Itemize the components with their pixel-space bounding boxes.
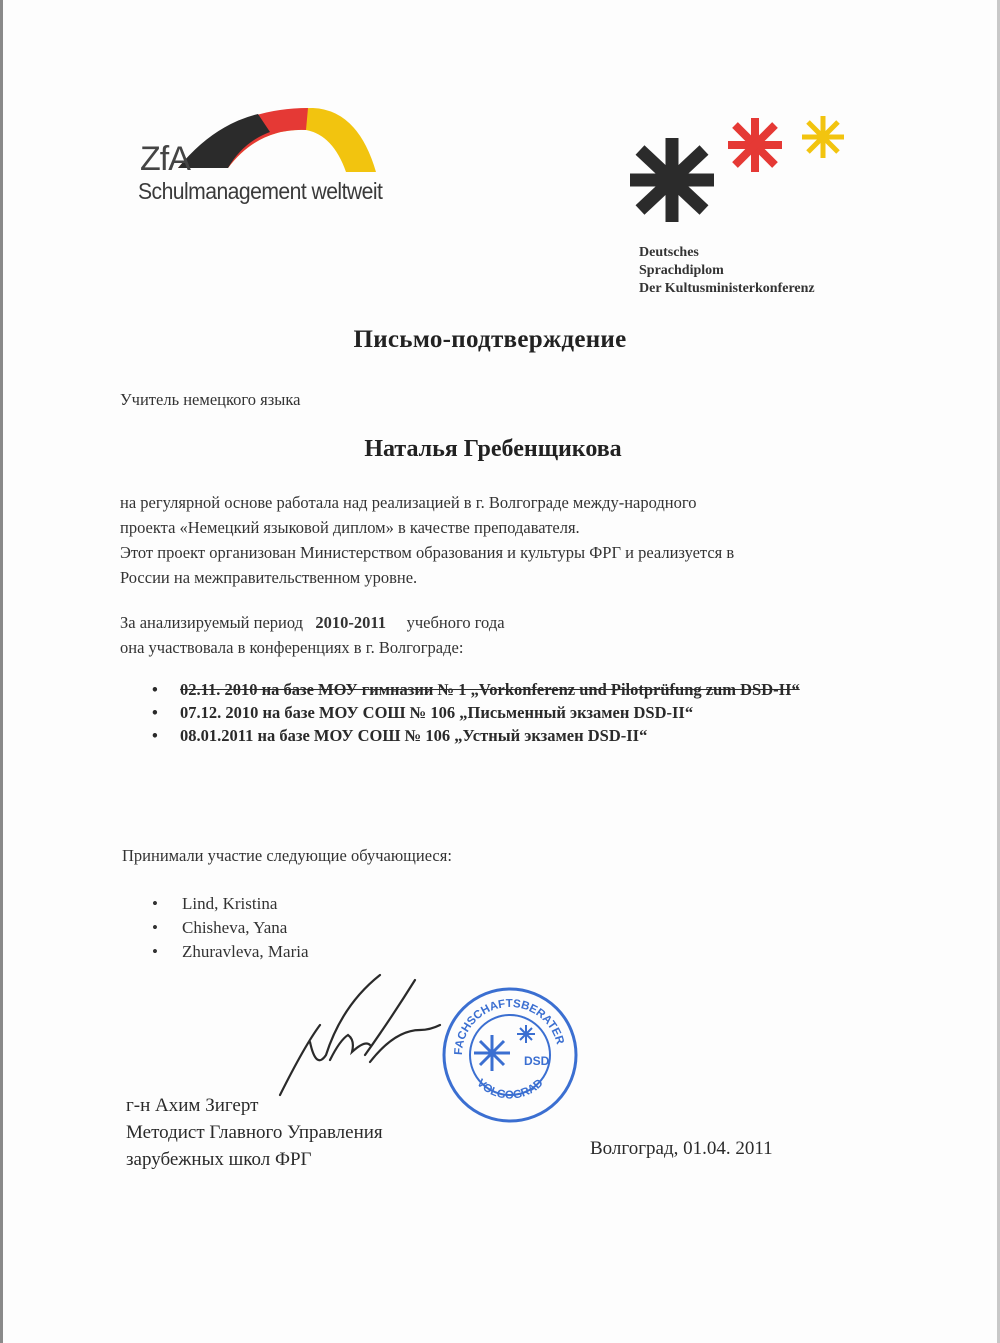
- dsd-logo: [620, 110, 870, 310]
- zfa-name: ZfA: [140, 140, 190, 178]
- svg-text:VOLGOGRAD: [474, 1077, 545, 1101]
- signer-line: зарубежных школ ФРГ: [126, 1149, 312, 1170]
- stamp: [440, 985, 580, 1125]
- period-block: [120, 610, 505, 660]
- list-item: • 07.12. 2010 на базе МОУ СОШ № 106 „Письменный экзамен DSD-II“: [132, 701, 892, 724]
- conference-list: [132, 678, 892, 747]
- list-item: • Lind, Kristina: [132, 892, 309, 916]
- dsd-caption-line: Deutsches: [639, 245, 699, 260]
- dsd-caption-line: Der Kultusministerkonferenz: [639, 281, 815, 296]
- list-item: • Zhuravleva, Maria: [132, 940, 309, 964]
- signer-block: [126, 1092, 383, 1173]
- paragraph-line: Этот проект организован Министерством образования и культуры ФРГ и реализуется в: [120, 543, 735, 562]
- stamp-top-text: FACHSCHAFTSBERATER: [452, 997, 566, 1056]
- conference-line: она участвовала в конференциях в г. Волгограде:: [120, 638, 464, 657]
- period-line: [120, 610, 505, 635]
- signer-line: г-н Ахим Зигерт: [126, 1095, 259, 1116]
- dsd-caption: [639, 244, 815, 298]
- list-item: • 08.01.2011 на базе МОУ СОШ № 106 „Устный экзамен DSD-II“: [132, 724, 892, 747]
- students-label: Принимали участие следующие обучающиеся:: [122, 846, 452, 865]
- students-list: [132, 892, 309, 964]
- role-line: Учитель немецкого языка: [120, 390, 301, 409]
- stamp-center-text: DSD: [524, 1054, 550, 1068]
- period-suffix: учебного года: [406, 613, 505, 632]
- description-paragraph: [120, 490, 880, 590]
- list-item: • 02.11. 2010 на базе МОУ гимназии № 1 „Vorkonferenz und Pilotprüfung zum DSD-II“: [132, 678, 892, 701]
- period-value: 2010-2011: [315, 613, 386, 632]
- list-item: • Chisheva, Yana: [132, 916, 309, 940]
- stamp-bottom-text: VOLGOGRAD: [474, 1077, 546, 1102]
- signer-line: Методист Главного Управления: [126, 1122, 383, 1143]
- dsd-caption-line: Sprachdiplom: [639, 263, 724, 278]
- person-name: Наталья Гребенщикова: [364, 436, 622, 462]
- stamp-icon: [440, 985, 580, 1125]
- paragraph-line: на регулярной основе работала над реализацией в г. Волгограде между-народного: [120, 493, 697, 512]
- city-date: Волгоград, 01.04. 2011: [590, 1138, 773, 1159]
- dsd-asterisks-icon: [620, 110, 870, 240]
- zfa-logo: [138, 100, 398, 220]
- paragraph-line: проекта «Немецкий языковой диплом» в качестве преподавателя.: [120, 518, 580, 537]
- document-title: Письмо-подтверждение: [353, 326, 627, 353]
- paragraph-line: России на межправительственном уровне.: [120, 568, 418, 587]
- zfa-subtitle: Schulmanagement weltweit: [138, 178, 383, 204]
- period-prefix: За анализируемый период: [120, 613, 304, 632]
